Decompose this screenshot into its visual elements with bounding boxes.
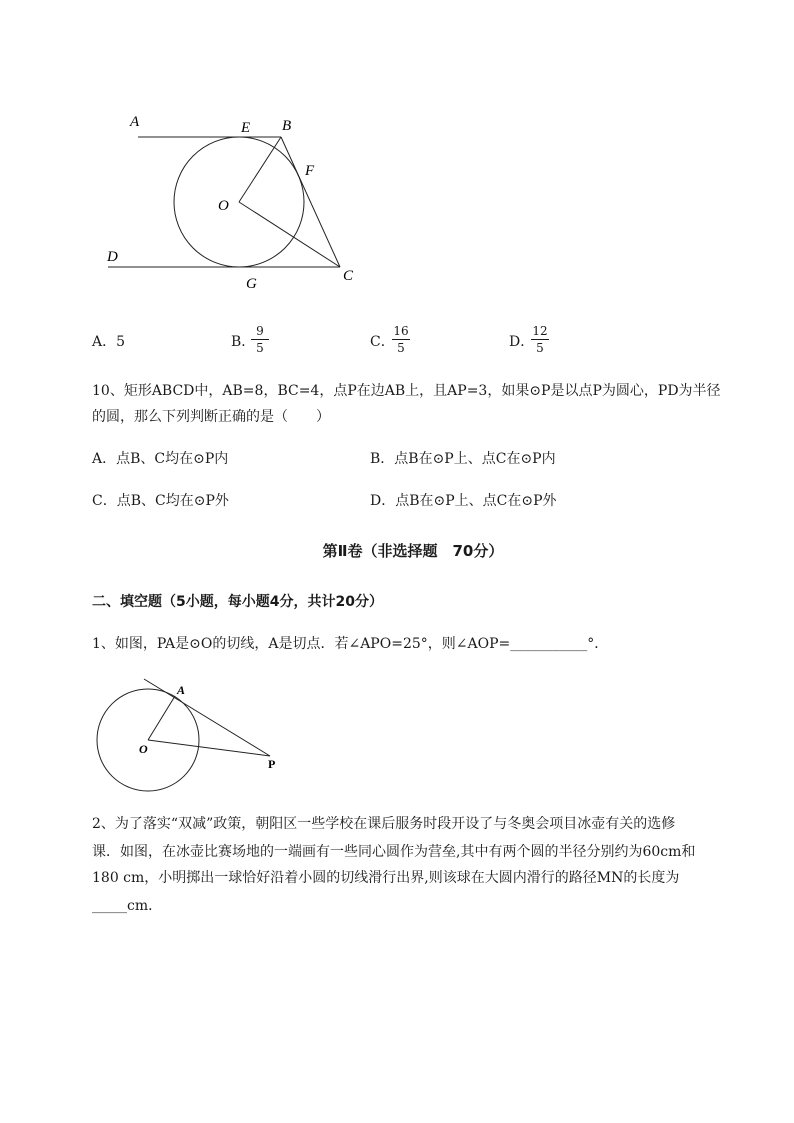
line-OP <box>148 740 270 756</box>
q9-choice-a <box>92 332 125 352</box>
fill-q2-line-4: _____cm． <box>92 898 163 914</box>
label-A: A <box>130 114 140 130</box>
label-P2: P <box>268 757 276 771</box>
figure-tangent-circle <box>100 110 370 300</box>
denominator: 5 <box>256 341 264 355</box>
line-OA <box>148 696 175 740</box>
fraction-bar <box>531 339 549 340</box>
label-A2: A <box>177 683 186 697</box>
q10-choice-a: A．点B、C均在⊙P内 <box>92 451 229 467</box>
figure-tangent-pa <box>92 676 292 796</box>
label-D: D <box>107 249 118 265</box>
q10-choice-c: C．点B、C均在⊙P外 <box>92 493 229 509</box>
denominator: 5 <box>536 341 544 355</box>
part-2-title: 第Ⅱ卷（非选择题 70分） <box>322 542 504 560</box>
label-E: E <box>241 120 251 136</box>
denominator: 5 <box>397 341 405 355</box>
choice-letter: C． <box>370 334 395 350</box>
fill-q2-line-2: 课．如图，在冰壶比赛场地的一端画有一些同心圆作为营垒,其中有两个圆的半径分别约为60cm和 <box>92 844 696 860</box>
label-G: G <box>246 276 257 292</box>
fill-q2-line-1: 2、为了落实“双减”政策，朝阳区一些学校在课后服务时段开设了与冬奥会项目冰壶有关的选修 <box>92 816 676 832</box>
label-C: C <box>343 268 354 284</box>
fraction-c <box>389 324 413 355</box>
fraction-d <box>528 324 552 355</box>
fill-q1-text: 1、如图，PA是⊙O的切线，A是切点．若∠APO=25°，则∠AOP=___________°． <box>92 636 609 652</box>
label-O2: O <box>139 742 148 756</box>
fill-q2-line-3: 180 cm，小明掷出一球恰好沿着小圆的切线滑行出界,则该球在大圆内滑行的路径MN的长度为 <box>92 870 680 886</box>
q10-choice-d: D．点B在⊙P上、点C在⊙P外 <box>370 493 557 509</box>
line-OB <box>239 137 281 202</box>
fraction-b <box>248 324 272 355</box>
choice-letter: D． <box>509 334 535 350</box>
label-B: B <box>282 118 292 134</box>
choice-value: 5 <box>116 334 126 350</box>
fraction-bar <box>392 339 410 340</box>
label-O: O <box>218 198 229 214</box>
q10-choice-b: B．点B在⊙P上、点C在⊙P内 <box>370 451 556 467</box>
q10-line-2: 的圆，那么下列判断正确的是（ ） <box>92 409 330 425</box>
numerator: 12 <box>532 324 548 338</box>
label-F: F <box>305 163 315 179</box>
line-tangent <box>144 679 270 756</box>
section-2-heading: 二、填空题（5小题，每小题4分，共计20分） <box>92 594 383 610</box>
q10-line-1: 10、矩形ABCD中，AB=8，BC=4，点P在边AB上，且AP=3，如果⊙P是以点P为圆心，PD为半径 <box>92 383 721 399</box>
choice-letter: A． <box>92 334 117 350</box>
numerator: 16 <box>393 324 409 338</box>
choice-letter: B． <box>231 334 256 350</box>
fraction-bar <box>251 339 269 340</box>
numerator: 9 <box>256 324 264 338</box>
